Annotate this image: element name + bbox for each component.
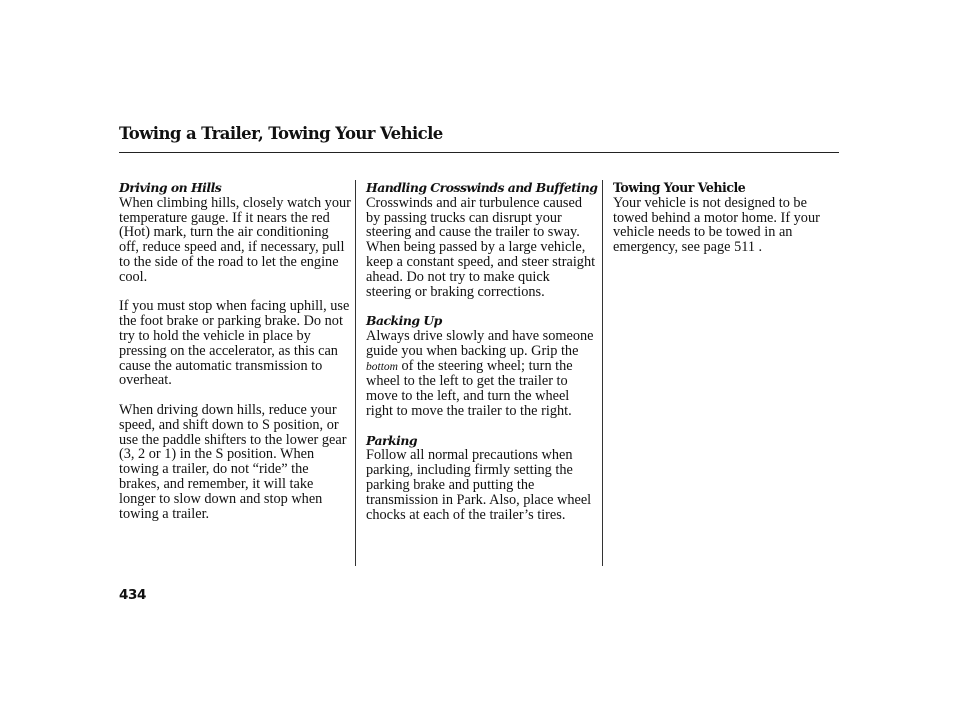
paragraph-crosswinds: Crosswinds and air turbulence caused by passing trucks can disrupt your steering and cause the trailer to sway. When being passed by a large vehicle, keep a constant speed, and steer straight ahead. Do not try to make quick steering or braking corrections. — [366, 194, 596, 300]
backing-text-start: Always drive slowly and have someone guide you when backing up. Grip the — [366, 327, 594, 359]
paragraph-towing-your-vehicle: Your vehicle is not designed to be towed behind a motor home. If your vehicle needs to be towed in an emergency, see page 511 . — [613, 194, 820, 256]
backing-emphasis-bottom: bottom — [366, 360, 398, 373]
section-heading-driving-on-hills: Driving on Hills — [119, 180, 222, 195]
section-heading-crosswinds: Handling Crosswinds and Buffeting — [366, 180, 598, 195]
column-towing-your-vehicle — [613, 181, 839, 255]
backing-text-end: of the steering wheel; turn the wheel to the left to get the trailer to move to the left, and turn the wheel right to move the trailer to the right. — [366, 357, 573, 419]
page-number: 434 — [119, 587, 146, 603]
paragraph-driving-downhill: When driving down hills, reduce your speed, and shift down to S position, or use the paddle shifters to the lower gear (3, 2 or 1) in the S position. When towing a trailer, do not “ride” the brakes, and remember, it will take longer to slow down and stop when towing a trailer. — [119, 401, 347, 522]
column-trailer-handling — [366, 181, 598, 522]
page-title: Towing a Trailer, Towing Your Vehicle — [119, 124, 443, 143]
paragraph-climbing-hills: When climbing hills, closely watch your temperature gauge. If it nears the red (Hot) mark, turn the air conditioning off, reduce speed and, if necessary, pull to the side of the road to let the engine cool. — [119, 194, 351, 285]
column-driving-on-hills — [119, 181, 351, 521]
column-divider-left — [355, 180, 356, 566]
paragraph-stopping-uphill: If you must stop when facing uphill, use the foot brake or parking brake. Do not try to hold the vehicle in place by pressing on the accelerator, as this can cause the automatic transmission to overheat. — [119, 298, 350, 389]
paragraph-backing-up — [366, 329, 598, 419]
section-heading-towing-your-vehicle: Towing Your Vehicle — [613, 180, 746, 195]
section-heading-backing-up: Backing Up — [366, 313, 442, 329]
title-divider — [119, 152, 839, 153]
section-heading-parking: Parking — [366, 432, 418, 448]
column-divider-right — [602, 180, 603, 566]
paragraph-parking: Follow all normal precautions when parking, including firmly setting the parking brake and putting the transmission in Park. Also, place wheel chocks at each of the trailer’s tires. — [366, 447, 592, 523]
